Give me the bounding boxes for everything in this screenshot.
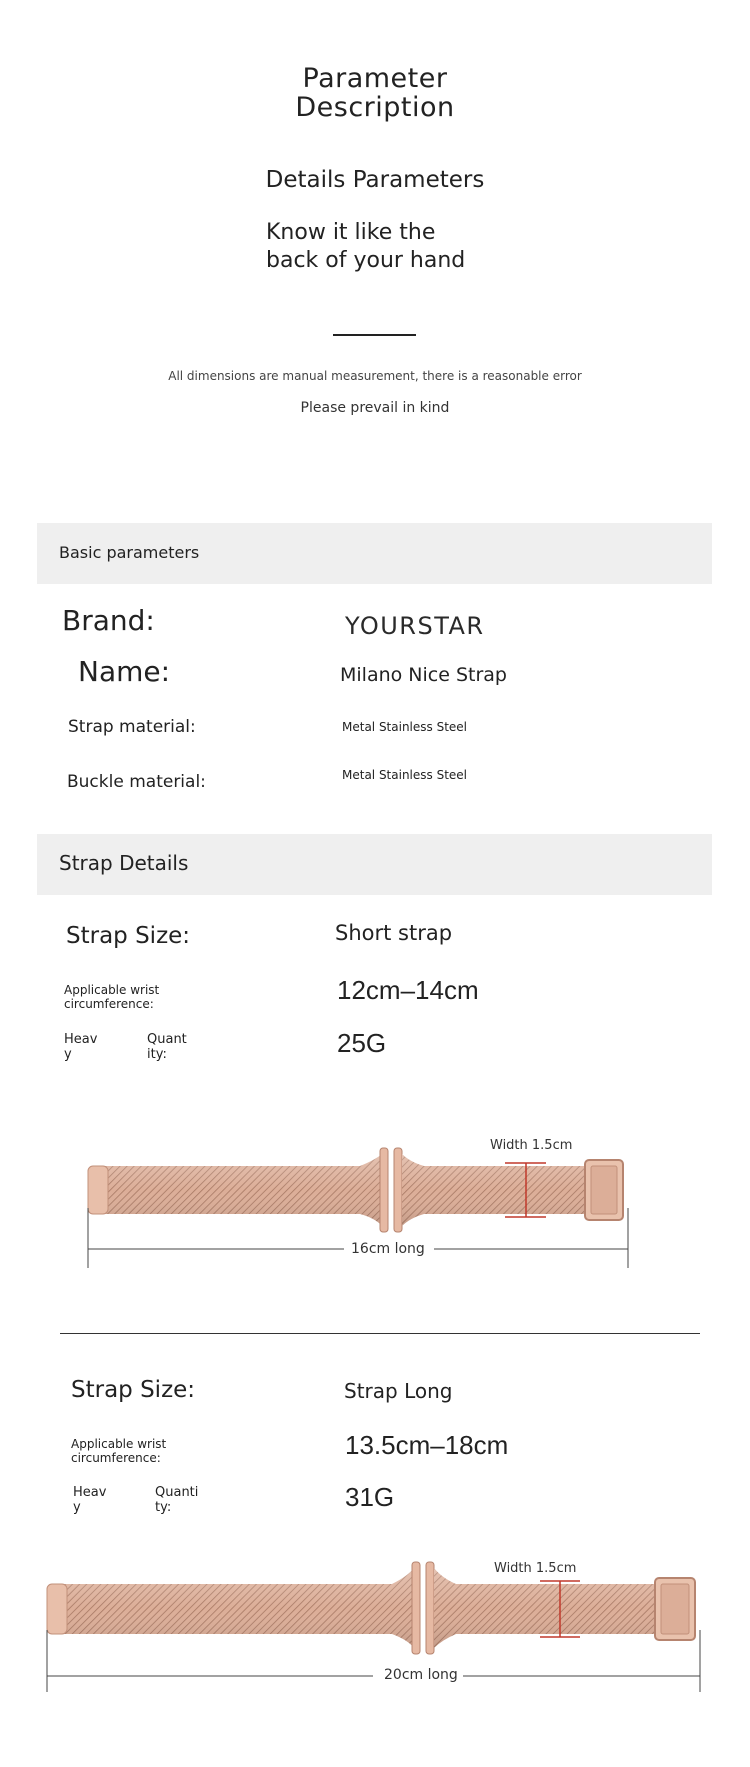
- long-strap-image: [0, 1550, 750, 1710]
- short-heavy-label: [64, 1032, 97, 1062]
- long-strap-size-value: Strap Long: [344, 1379, 453, 1403]
- short-quantity-label: [147, 1032, 187, 1062]
- basic-parameters-header: [37, 523, 712, 584]
- long-quantity-label-line1: Quanti: [155, 1485, 199, 1500]
- tagline-line2: back of your hand: [266, 248, 466, 273]
- long-strap-illustration: [0, 1550, 750, 1710]
- short-length-label: 16cm long: [351, 1241, 425, 1257]
- name-label: Name:: [78, 655, 171, 688]
- short-width-label: Width 1.5cm: [490, 1138, 573, 1153]
- strap-material-value: Metal Stainless Steel: [342, 720, 468, 734]
- buckle-material-value: Metal Stainless Steel: [342, 768, 468, 782]
- long-width-label: Width 1.5cm: [494, 1561, 577, 1576]
- short-weight-value: 25G: [337, 1028, 387, 1058]
- short-wrist-label: [64, 983, 159, 1011]
- basic-parameters-heading: Basic parameters: [59, 543, 200, 562]
- short-quantity-label-line1: Quant: [147, 1032, 187, 1047]
- buckle-material-label: Buckle material:: [67, 772, 206, 792]
- title-divider: [333, 334, 416, 336]
- name-value: Milano Nice Strap: [340, 664, 507, 686]
- strap-details-header: [37, 834, 712, 895]
- short-strap-illustration: [0, 1130, 750, 1290]
- short-wrist-label-line2: circumference:: [64, 997, 154, 1011]
- long-quantity-label-line2: ty:: [155, 1500, 172, 1515]
- measurement-note: All dimensions are manual measurement, there is a reasonable error: [168, 369, 582, 383]
- long-quantity-label: [155, 1485, 198, 1515]
- long-wrist-label-line1: Applicable wrist: [71, 1437, 167, 1451]
- short-strap-size-label: Strap Size:: [66, 923, 191, 949]
- long-weight-value: 31G: [345, 1482, 395, 1512]
- long-strap-size-label: Strap Size:: [71, 1377, 196, 1403]
- prevail-note: Please prevail in kind: [300, 400, 450, 416]
- long-wrist-label: [71, 1437, 166, 1465]
- short-wrist-value: 12cm–14cm: [337, 975, 479, 1005]
- brand-label: Brand:: [62, 604, 155, 637]
- strap-details-heading: Strap Details: [59, 851, 189, 875]
- long-wrist-label-line2: circumference:: [71, 1451, 161, 1465]
- short-wrist-label-line1: Applicable wrist: [64, 983, 160, 997]
- page-title-line1: Parameter: [302, 63, 448, 94]
- short-heavy-label-line2: y: [64, 1047, 72, 1062]
- section-divider: [60, 1333, 700, 1334]
- page-subtitle: Details Parameters: [265, 167, 485, 193]
- short-quantity-label-line2: ity:: [147, 1047, 167, 1062]
- long-heavy-label: [73, 1485, 106, 1515]
- long-heavy-label-line1: Heav: [73, 1485, 107, 1500]
- long-wrist-value: 13.5cm–18cm: [345, 1430, 509, 1460]
- page-title-line2: Description: [295, 92, 455, 123]
- short-heavy-label-line1: Heav: [64, 1032, 98, 1047]
- long-length-label: 20cm long: [384, 1667, 458, 1683]
- brand-value: YOURSTAR: [345, 612, 485, 640]
- long-heavy-label-line2: y: [73, 1500, 81, 1515]
- strap-material-label: Strap material:: [68, 717, 196, 737]
- tagline-line1: Know it like the: [266, 220, 436, 245]
- short-strap-image: [0, 1130, 750, 1290]
- short-strap-size-value: Short strap: [335, 921, 453, 945]
